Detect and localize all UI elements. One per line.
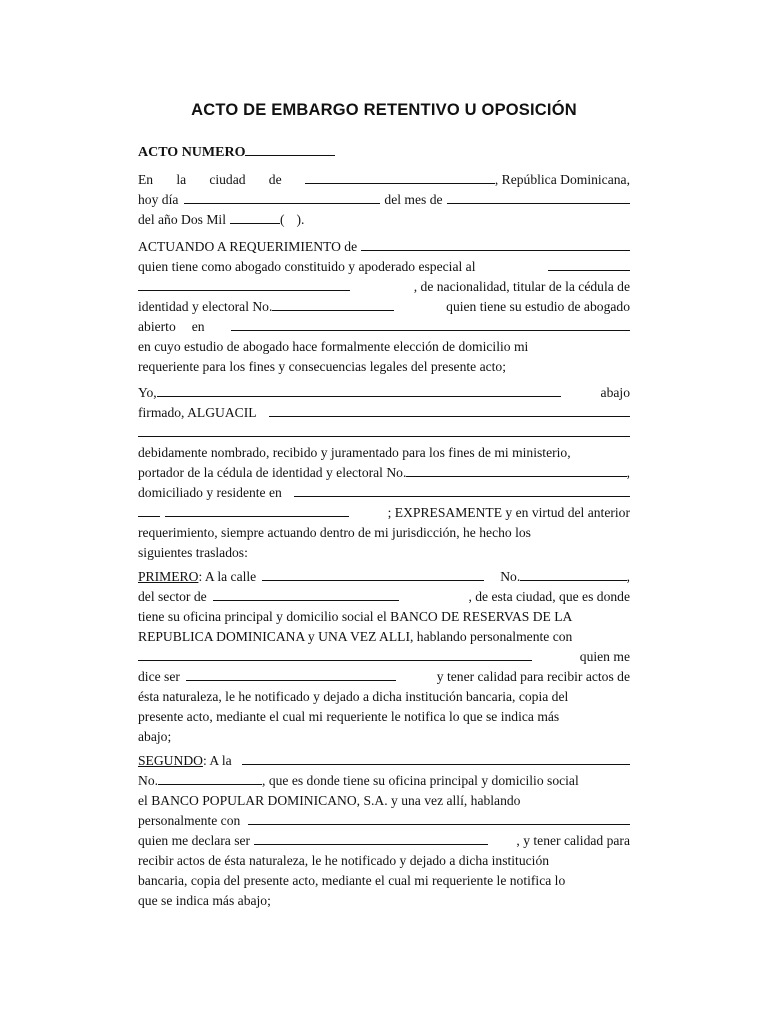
- paragraph-requerimiento: ACTUANDO A REQUERIMIENTO de quien tiene como abogado constituido y apoderado especial al , de nacionalidad, titular de la cédula de identidad y electoral No. quien tiene su estudio de abogado abierto en en cuyo estudio de abogado hace formalmente elección de domicilio mi requeriente para los fines y consecuencias legales del presente acto;: [138, 239, 630, 374]
- sector-blank: [213, 587, 399, 601]
- paragraph-alguacil: Yo, abajo firmado, ALGUACIL debidamente nombrado, recibido y juramentado para los fines de mi ministerio, portador de la cédula de identidad y electoral No. , domiciliado y residente en ; EXPRESAMENTE y en virtud del anterior requerimiento, siempre actuando dentro de mi jurisdicción, he hecho los siguientes traslados:: [138, 385, 630, 560]
- segundo-heading: SEGUNDO: [138, 753, 203, 768]
- primero-heading: PRIMERO: [138, 569, 199, 584]
- paragraph-segundo: SEGUNDO : A la No. , que es donde tiene su oficina principal y domicilio social el BANCO POPULAR DOMINICANO, S.A. y una vez allí, hablando personalmente con quien me declara ser , y tener calidad para recibir actos de ésta naturaleza, le he notificado y dejado a dicha institución bancaria, copia del presente acto, mediante el cual mi requeriente le notifica lo que se indica más abajo;: [138, 753, 630, 908]
- abogado-name-blank: [138, 277, 350, 291]
- document-title: ACTO DE EMBARGO RETENTIVO U OPOSICIÓN: [191, 101, 577, 119]
- domicilio-blank-2a: [138, 503, 160, 517]
- numero-popular-blank: [158, 771, 262, 785]
- domicilio-blank-2b: [165, 503, 349, 517]
- anio-blank: [230, 210, 280, 224]
- acto-numero-label: ACTO NUMERO: [138, 145, 246, 160]
- cedula-abogado-blank: [272, 297, 394, 311]
- persona-popular-blank: [248, 811, 630, 825]
- acto-numero-blank: [245, 143, 335, 156]
- acto-numero: [138, 143, 335, 161]
- estudio-blank: [231, 317, 630, 331]
- calle-popular-blank: [242, 751, 630, 765]
- domicilio-blank: [294, 483, 630, 497]
- requeriente-blank: [361, 237, 630, 251]
- alguacil-name-blank: [157, 383, 561, 397]
- mes-blank: [447, 190, 630, 204]
- calle-banreservas-blank: [262, 567, 484, 581]
- alguacil-blank-2: [138, 423, 630, 437]
- paragraph-lugar-fecha: En la ciudad de , República Dominicana, hoy día del mes de del año Dos Mil ( ).: [138, 172, 630, 227]
- abogado-blank: [548, 257, 630, 271]
- dia-blank: [184, 190, 380, 204]
- calidad-popular-blank: [254, 831, 488, 845]
- numero-banreservas-blank: [520, 567, 626, 581]
- alguacil-blank: [269, 403, 630, 417]
- ciudad-blank: [305, 170, 495, 184]
- calidad-banreservas-blank: [186, 667, 396, 681]
- paragraph-primero: PRIMERO : A la calle No. , del sector de , de esta ciudad, que es donde tiene su oficina principal y domicilio social el BANCO DE RESERVAS DE LA REPUBLICA DOMINICANA y UNA VEZ ALLI, hablando personalmente con quien me dice ser y tener calidad para recibir actos de ésta naturaleza, le he notificado y dejado a dicha institución bancaria, copia del presente acto, mediante el cual mi requeriente le notifica lo que se indica más abajo;: [138, 569, 630, 744]
- cedula-alguacil-blank: [406, 463, 626, 477]
- persona-banreservas-blank: [138, 647, 532, 661]
